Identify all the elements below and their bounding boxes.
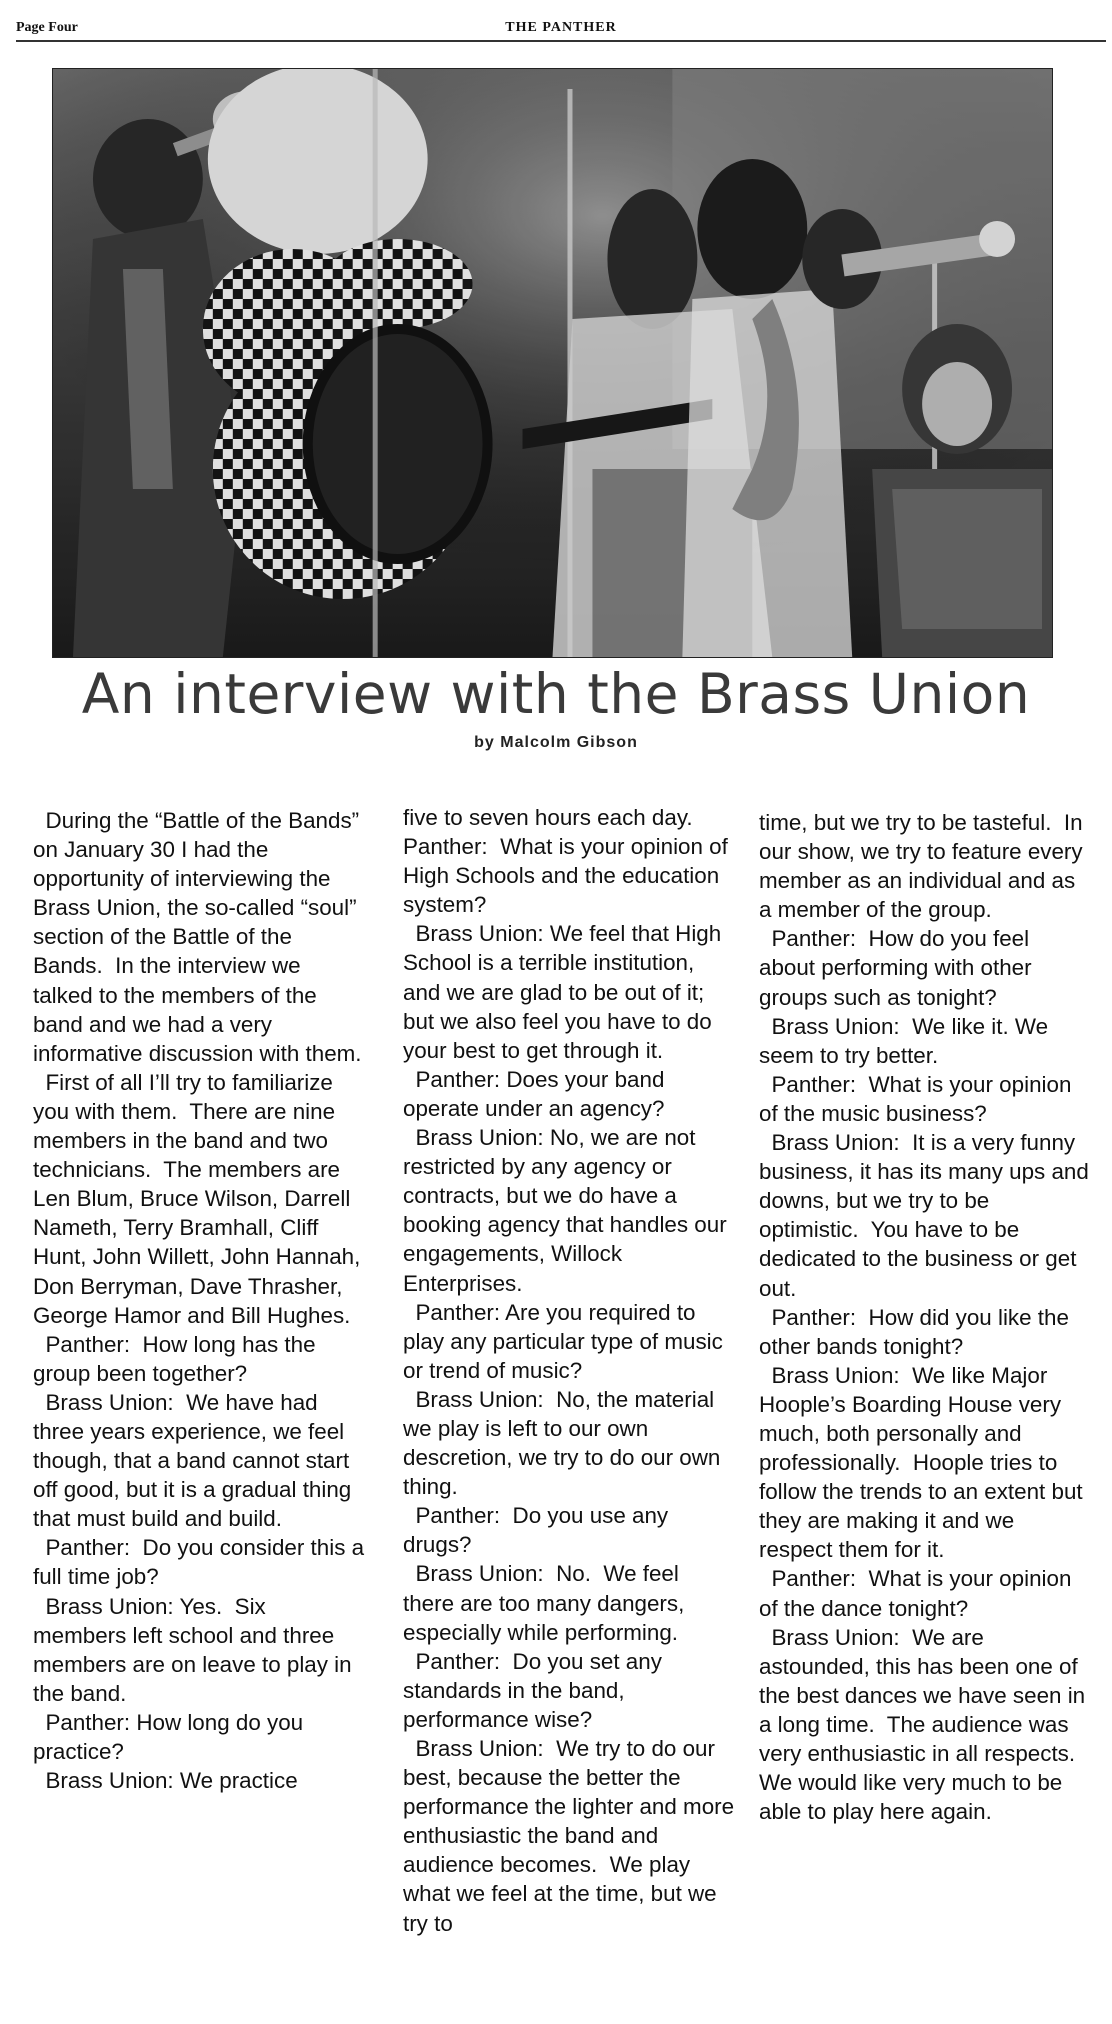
column-2-paragraph: Panther: Do you use any drugs?	[403, 1503, 675, 1558]
column-1-paragraph: Panther: How long has the group been together?	[33, 1331, 322, 1386]
newspaper-name: THE PANTHER	[505, 20, 617, 35]
column-2-paragraph: Brass Union: We try to do our best, because the better the performance the lighter and more enthusiastic the band and audience becomes. We play what we feel at the time, but we try to	[403, 1736, 741, 1936]
article-column-1	[33, 806, 371, 1795]
column-3-paragraph: time, but we try to be tasteful. In our show, we try to feature every member as an individual and as a member of the group.	[759, 810, 1089, 923]
column-2-paragraph: Panther: Do you set any standards in the band, performance wise?	[403, 1648, 669, 1732]
article-headline: An interview with the Brass Union	[81, 662, 1031, 726]
column-1-paragraph: Brass Union: Yes. Six members left school and three members are on leave to play in the band.	[33, 1593, 358, 1706]
article-byline: by Malcolm Gibson	[474, 734, 638, 751]
column-3-paragraph: Panther: How do you feel about performing with other groups such as tonight?	[759, 926, 1038, 1010]
column-1-paragraph: Brass Union: We practice	[33, 1768, 298, 1794]
masthead-rule	[16, 40, 1106, 42]
column-2-paragraph: Brass Union: No, the material we play is left to our own descretion, we try to do our own thing.	[403, 1386, 727, 1500]
column-3-paragraph: Brass Union: It is a very funny business, it has its many ups and downs, but we try to be optimistic. You have to be dedicated to the business or get out.	[759, 1130, 1096, 1301]
column-2-paragraph: Brass Union: No. We feel there are too many dangers, especially while performing.	[403, 1561, 691, 1645]
page-number: Page Four	[16, 20, 78, 35]
column-1-paragraph: During the “Battle of the Bands” on January 30 I had the opportunity of interviewing the Brass Union, the so-called “soul” section of the Battle of the Bands. In the interview we talked to the members of the band and we had a very informative discussion with them.	[33, 808, 366, 1066]
article-column-3	[759, 808, 1096, 1826]
column-3-paragraph: Panther: What is your opinion of the dance tonight?	[759, 1566, 1078, 1621]
masthead	[16, 14, 1106, 42]
column-1-paragraph: Brass Union: We have had three years experience, we feel though, that a band cannot start off good, but it is a gradual thing that must build and build.	[33, 1389, 358, 1532]
column-2-paragraph: five to seven hours each day. Panther: What is your opinion of High Schools and the education system?	[403, 805, 735, 918]
column-2-paragraph: Panther: Are you required to play any particular type of music or trend of music?	[403, 1299, 730, 1383]
column-3-paragraph: Brass Union: We like Major Hoople’s Boarding House very much, both personally and professionally. Hoople tries to follow the trends to an extent but they are making it and we respect them for it.	[759, 1362, 1089, 1563]
band-photo	[52, 68, 1053, 658]
column-2-paragraph: Brass Union: We feel that High School is a terrible institution, and we are glad to be out of it; but we also feel you have to do your best to get through it.	[403, 921, 728, 1063]
column-3-paragraph: Brass Union: We like it. We seem to try better.	[759, 1013, 1055, 1068]
column-1-paragraph: First of all I’ll try to familiarize you with them. There are nine members in the band and two technicians. The members are Len Blum, Bruce Wilson, Darrell Nameth, Terry Bramhall, Cliff Hunt, John Willett, John Hannah, Don Berryman, Dave Thrasher, George Hamor and Bill Hughes.	[33, 1069, 367, 1328]
article-column-2	[403, 803, 741, 1938]
column-3-paragraph: Brass Union: We are astounded, this has been one of the best dances we have seen in a long time. The audience was very enthusiastic in all respects. We would like very much to be able to play here again.	[759, 1624, 1092, 1825]
column-2-paragraph: Brass Union: No, we are not restricted by any agency or contracts, but we do have a booking agency that handles our engagements, Willock Enterprises.	[403, 1125, 733, 1296]
column-1-paragraph: Panther: How long do you practice?	[33, 1709, 310, 1764]
column-3-paragraph: Panther: What is your opinion of the music business?	[759, 1071, 1078, 1126]
column-1-paragraph: Panther: Do you consider this a full time job?	[33, 1535, 371, 1590]
column-3-paragraph: Panther: How did you like the other bands tonight?	[759, 1304, 1076, 1359]
band-photo-illustration	[53, 69, 1052, 657]
column-2-paragraph: Panther: Does your band operate under an agency?	[403, 1066, 671, 1121]
